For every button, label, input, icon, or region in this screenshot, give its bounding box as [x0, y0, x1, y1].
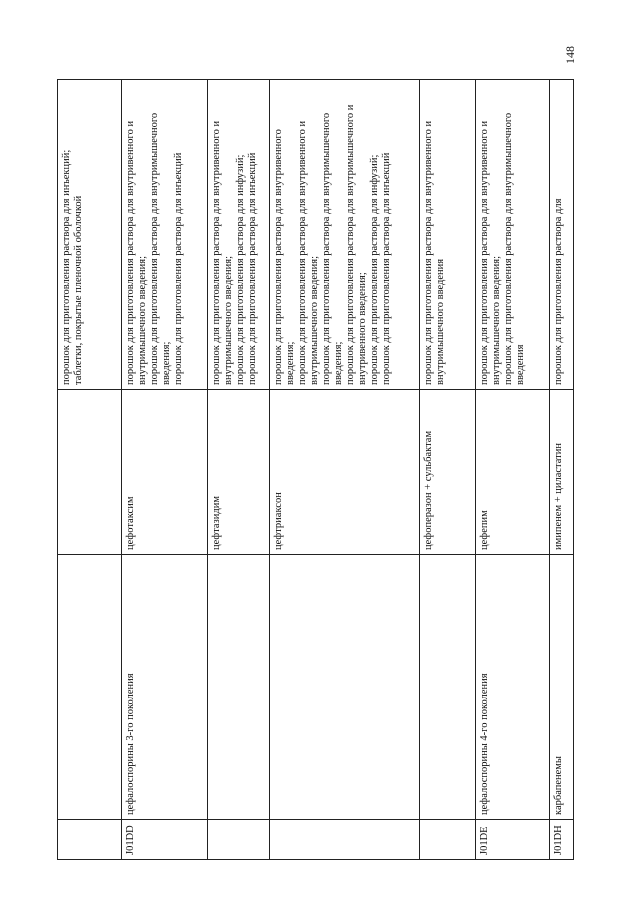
dosage-form-line: порошок для приготовления раствора для инфузий;	[235, 154, 246, 385]
dosage-form-line: порошок для приготовления раствора для внутривенного и внутримышечного введения;	[479, 120, 502, 385]
dosage-form-line: порошок для приготовления раствора для внутримышечного введения;	[321, 112, 344, 385]
dosage-form-line: порошок для приготовления раствора для внутривенного введения;	[273, 129, 296, 385]
dosage-form-line: порошок для приготовления раствора для внутривенного и внутримышечного введения;	[125, 120, 148, 385]
group-name-cell	[58, 555, 122, 820]
table-row	[270, 80, 420, 860]
dosage-form-line: порошок для приготовления раствора для внутримышечного и внутривенного введения;	[345, 104, 368, 385]
atc-code-cell: J01DE	[476, 820, 550, 860]
drug-name-cell	[58, 390, 122, 555]
dosage-forms-cell	[208, 80, 270, 390]
table-row	[122, 80, 208, 860]
atc-code-cell	[420, 820, 476, 860]
dosage-form-line: порошок для приготовления раствора для инъекций	[247, 152, 258, 385]
atc-code-cell: J01DH	[550, 820, 574, 860]
group-name-cell: карбапенемы	[550, 555, 574, 820]
dosage-form-line: порошок для приготовления раствора для внутримышечного введения	[503, 112, 526, 385]
dosage-forms-cell	[122, 80, 208, 390]
dosage-forms-cell	[58, 80, 122, 390]
atc-code-cell: J01DD	[122, 820, 208, 860]
group-name-cell: цефалоспорины 4-го поколения	[476, 555, 550, 820]
dosage-forms-cell	[550, 80, 574, 390]
dosage-form-line: порошок для приготовления раствора для внутривенного и внутримышечного введения	[423, 120, 446, 385]
drug-name-cell: имипенем + циластатин	[550, 390, 574, 555]
dosage-form-line: порошок для приготовления раствора для	[553, 198, 564, 385]
table-row	[58, 80, 122, 860]
atc-code-cell	[58, 820, 122, 860]
dosage-form-line: порошок для приготовления раствора для инъекций;	[61, 149, 72, 385]
dosage-form-line: порошок для приготовления раствора для внутривенного и внутримышечного введения;	[297, 120, 320, 385]
atc-code-cell	[208, 820, 270, 860]
group-name-cell: цефалоспорины 3-го поколения	[122, 555, 208, 820]
drug-name-cell: цефоперазон + сульбактам	[420, 390, 476, 555]
drug-name-cell: цефтазидим	[208, 390, 270, 555]
table-row	[476, 80, 550, 860]
group-name-cell	[208, 555, 270, 820]
table-row	[208, 80, 270, 860]
drug-name-cell: цефотаксим	[122, 390, 208, 555]
atc-code-cell	[270, 820, 420, 860]
rotated-table-sheet	[57, 80, 572, 860]
table-row	[550, 80, 574, 860]
dosage-form-line: порошок для приготовления раствора для инфузий;	[369, 154, 380, 385]
group-name-cell	[270, 555, 420, 820]
page-number: 148	[563, 46, 577, 64]
drug-name-cell: цефтриаксон	[270, 390, 420, 555]
drug-table	[57, 79, 574, 860]
group-name-cell	[420, 555, 476, 820]
table-row	[420, 80, 476, 860]
dosage-form-line: таблетки, покрытые пленочной оболочкой	[73, 195, 84, 385]
dosage-forms-cell	[476, 80, 550, 390]
dosage-forms-cell	[420, 80, 476, 390]
dosage-form-line: порошок для приготовления раствора для внутримышечного введения;	[149, 112, 172, 385]
dosage-form-line: порошок для приготовления раствора для внутривенного и внутримышечного введения;	[211, 120, 234, 385]
dosage-form-line: порошок для приготовления раствора для инъекций	[173, 152, 184, 385]
dosage-forms-cell	[270, 80, 420, 390]
drug-name-cell: цефепим	[476, 390, 550, 555]
dosage-form-line: порошок для приготовления раствора для инъекций	[381, 152, 392, 385]
